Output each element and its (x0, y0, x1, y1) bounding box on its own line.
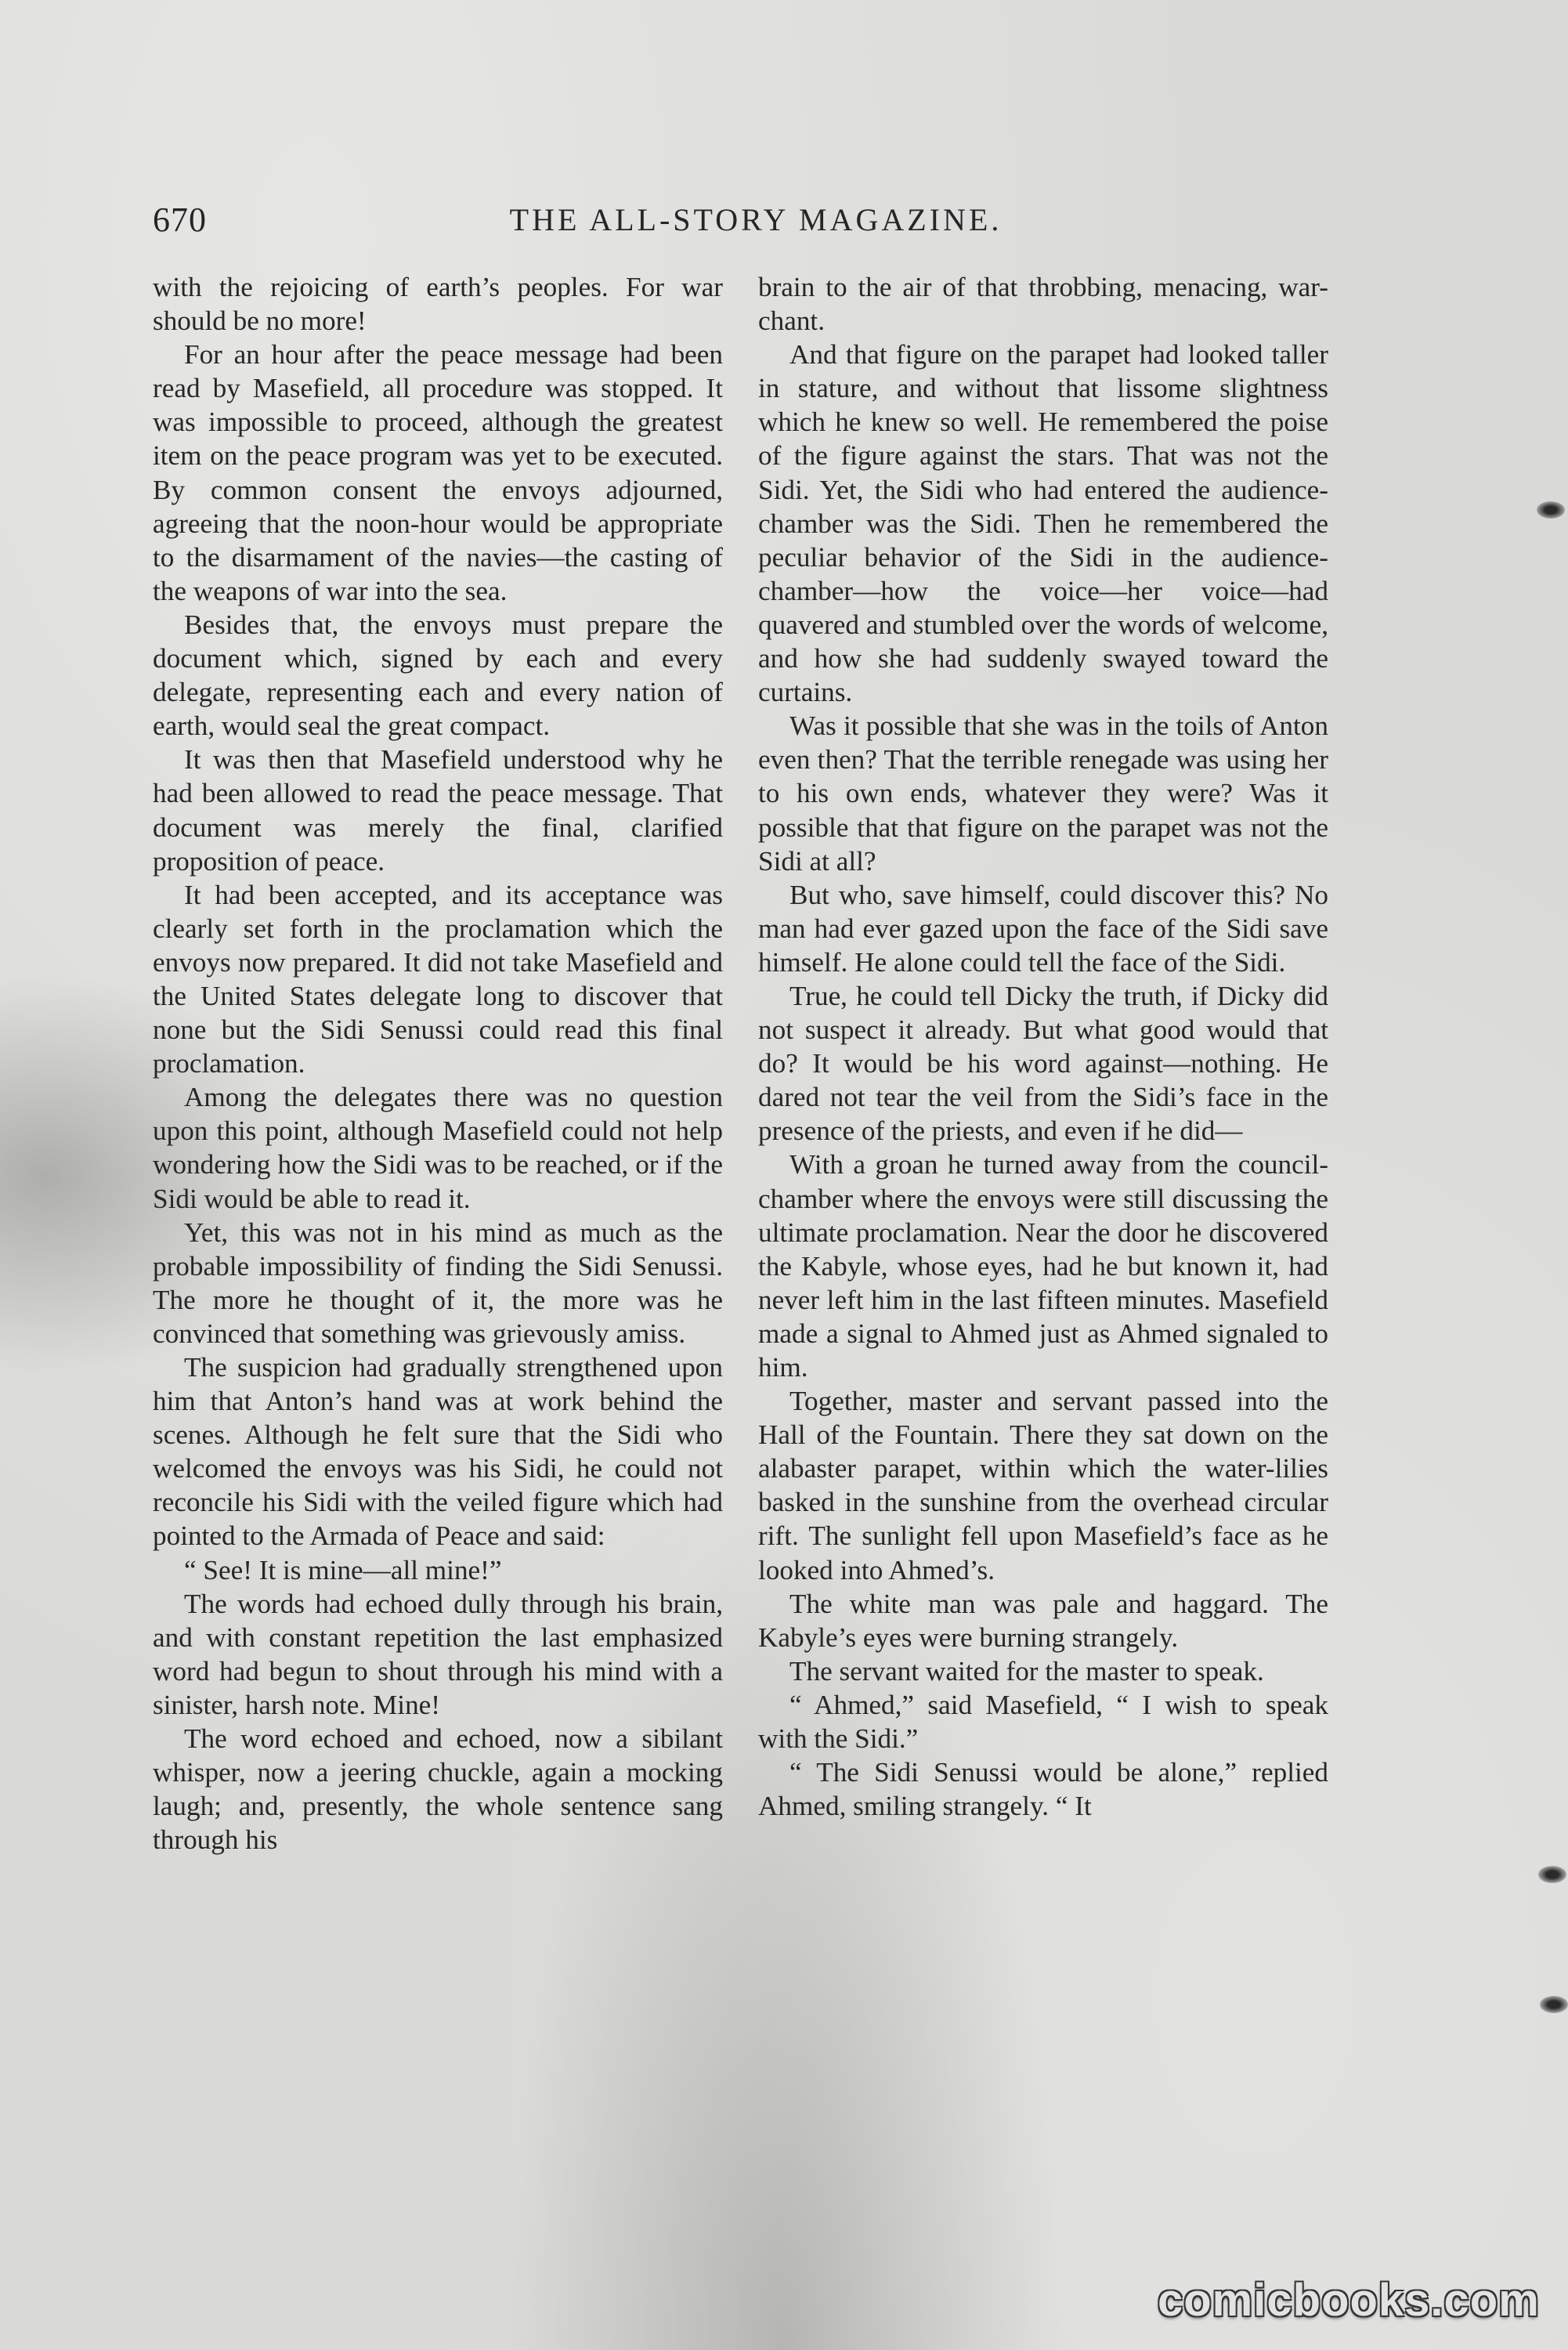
paragraph: Was it possible that she was in the toils of Anton even then? That the terrible renegade was using her to his own ends, whatever they were? Was it possible that that figure on the parapet was not the Sidi at all? (758, 710, 1328, 877)
left-column (153, 270, 723, 1856)
paragraph: Yet, this was not in his mind as much as the probable impossibility of finding the Sidi Senussi. The more he thought of it, the more was he convinced that something was grievously amiss. (153, 1217, 723, 1349)
paragraph: Among the delegates there was no question upon this point, although Masefield could not help wondering how the Sidi was to be reached, or if the Sidi would be able to read it. (153, 1082, 723, 1214)
paragraph: For an hour after the peace message had been read by Masefield, all procedure was stopped. It was impossible to proceed, although the greatest item on the peace program was yet to be executed. By common consent the envoys adjourned, agreeing that the noon-hour would be appropriate to the disarmament of the navies—the casting of the weapons of war into the sea. (153, 339, 723, 606)
paragraph: with the rejoicing of earth’s peoples. For war should be no more! (153, 272, 723, 337)
paragraph: Besides that, the envoys must prepare the document which, signed by each and every delegate, representing each and every nation of earth, would seal the great compact. (153, 609, 723, 742)
paragraph: The white man was pale and haggard. The Kabyle’s eyes were burning strangely. (758, 1588, 1328, 1653)
paragraph: It was then that Masefield understood why he had been allowed to read the peace message. That document was merely the final, clarified proposition of peace. (153, 744, 723, 877)
watermark: comicbooks.com (1158, 2275, 1540, 2326)
paragraph: With a groan he turned away from the council-chamber where the envoys were still discussing the ultimate proclamation. Near the door he discovered the Kabyle, whose eyes, had he but known it, had never left him in the last fifteen minutes. Masefield made a signal to Ahmed just as Ahmed signaled to him. (758, 1149, 1328, 1383)
paragraph: The servant waited for the master to speak. (789, 1655, 1264, 1687)
paragraph: It had been accepted, and its acceptance was clearly set forth in the proclamation which the envoys now prepared. It did not take Masefield and the United States delegate long to discover that none but the Sidi Senussi could read this final proclamation. (153, 879, 723, 1079)
paragraph: But who, save himself, could discover this? No man had ever gazed upon the face of the Sidi save himself. He alone could tell the face of the Sidi. (758, 879, 1328, 978)
binding-hole-mark (1537, 501, 1565, 519)
binding-hole-mark (1540, 1996, 1568, 2013)
paragraph: The suspicion had gradually strengthened upon him that Anton’s hand was at work behind the scenes. Although he felt sure that the Sidi who welcomed the envoys was his Sidi, he could not reconcile his Sidi with the veiled figure which had pointed to the Armada of Peace and said: (153, 1352, 723, 1552)
paragraph: True, he could tell Dicky the truth, if Dicky did not suspect it already. But what good would that do? It would be his word against—nothing. He dared not tear the veil from the Sidi’s face in the presence of the priests, and even if he did— (758, 980, 1328, 1147)
paragraph: The word echoed and echoed, now a sibilant whisper, now a jeering chuckle, again a mocking laugh; and, presently, the whole sentence sang through his (153, 1723, 723, 1856)
paragraph: brain to the air of that throbbing, menacing, war-chant. (758, 272, 1328, 337)
paragraph: And that figure on the parapet had looked taller in stature, and without that lissome slightness which he knew so well. He remembered the poise of the figure against the stars. That was not the Sidi. Yet, the Sidi who had entered the audience-chamber was the Sidi. Then he remembered the peculiar behavior of the Sidi in the audience-chamber—how the voice—her voice—had quavered and stumbled over the words of welcome, and how she had suddenly swayed toward the curtains. (758, 339, 1328, 708)
page-number: 670 (153, 201, 207, 239)
paragraph: “ See! It is mine—all mine!” (184, 1554, 502, 1585)
paragraph: “ The Sidi Senussi would be alone,” replied Ahmed, smiling strangely. “ It (758, 1757, 1328, 1822)
page-header (153, 200, 1328, 247)
right-column (758, 270, 1328, 1823)
paragraph: “ Ahmed,” said Masefield, “ I wish to speak with the Sidi.” (758, 1689, 1328, 1755)
paragraph: The words had echoed dully through his brain, and with constant repetition the last emphasized word had begun to shout through his mind with a sinister, harsh note. Mine! (153, 1588, 723, 1720)
binding-hole-mark (1538, 1866, 1566, 1883)
running-title: THE ALL-STORY MAGAZINE. (509, 202, 1003, 237)
paragraph: Together, master and servant passed into the Hall of the Fountain. There they sat down on the alabaster parapet, within which the water-lilies basked in the sunshine from the overhead circular rift. The sunlight fell upon Masefield’s face as he looked into Ahmed’s. (758, 1386, 1328, 1585)
